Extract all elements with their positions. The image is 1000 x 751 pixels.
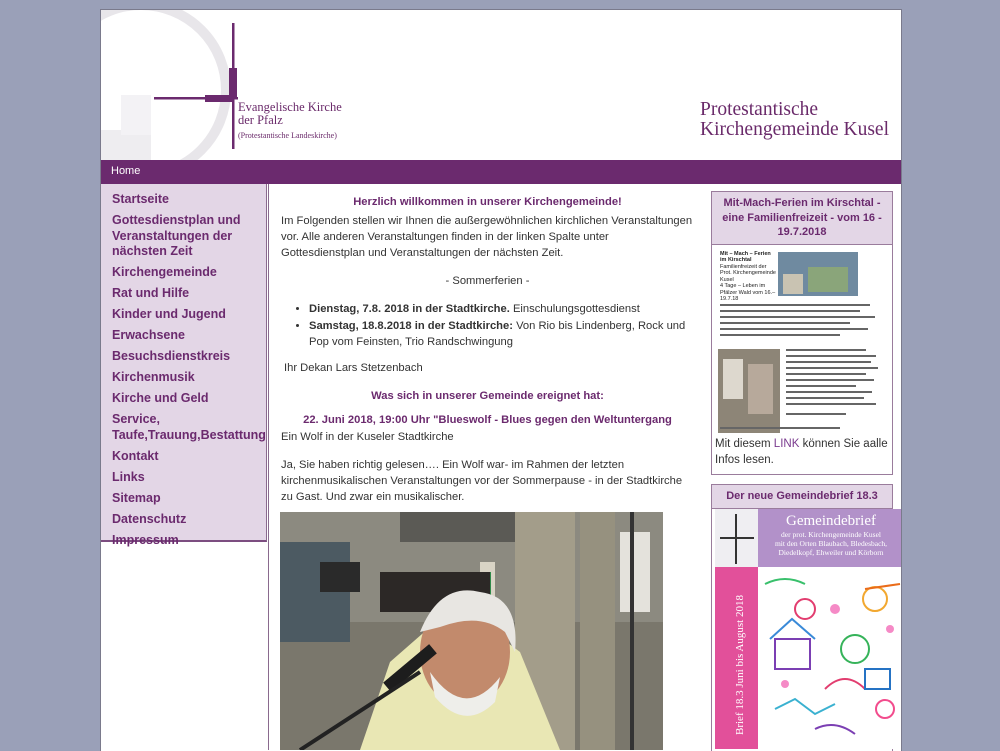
right-column bbox=[711, 191, 893, 751]
cover-line-2: mit den Orten Blaubach, Bledesbach, bbox=[774, 539, 888, 548]
cover-vertical-text: Brief 18.3 Juni bis August 2018 bbox=[734, 595, 746, 735]
cover-line-1: der prot. Kirchengemeinde Kusel bbox=[781, 530, 881, 539]
nav-home-link[interactable]: Home bbox=[111, 165, 141, 177]
flyer-title bbox=[720, 251, 776, 303]
ferien-box-text bbox=[712, 433, 892, 468]
gemeindebrief-box-title: Der neue Gemeindebrief 18.3 bbox=[712, 485, 892, 509]
event-text: Ja, Sie haben richtig gelesen…. Ein Wolf war- im Rahmen der letzten kirchenmusikalischen Veranstaltungen vor der Sommerpause - in der Stadtkirche zu Gast. Und zwar ein musikalischer. bbox=[281, 459, 683, 503]
event-item bbox=[309, 301, 694, 317]
cover-title: Gemeindebrief bbox=[786, 513, 876, 529]
ekp-line-1: Evangelische Kirche bbox=[238, 100, 342, 114]
sidebar-item-kinder-und-jugend[interactable]: Kinder und Jugend bbox=[112, 307, 226, 321]
sidebar-item-datenschutz[interactable]: Datenschutz bbox=[112, 511, 187, 526]
flyer-sub-text: Familienfreizeit der Prot. Kirchengemeinde Kusel bbox=[720, 263, 776, 283]
site-title bbox=[700, 100, 889, 140]
flyer-title-text: Mit – Mach – Ferien im Kirschtal bbox=[720, 250, 771, 263]
event-title: 22. Juni 2018, 19:00 Uhr "Blueswolf - Blues gegen den Weltuntergang bbox=[303, 414, 672, 426]
sidebar-item-links[interactable]: Links bbox=[112, 469, 145, 484]
gemeindebrief-cover[interactable] bbox=[715, 509, 902, 749]
main-content bbox=[268, 184, 704, 750]
page-container bbox=[100, 9, 902, 751]
ferien-box bbox=[711, 191, 893, 475]
summer-heading: - Sommerferien - bbox=[445, 275, 530, 287]
sidebar-item-impressum[interactable]: Impressum bbox=[112, 532, 179, 547]
event-desc: Von Rio bis Lindenberg, Rock und Pop vom Feinsten, Trio Randschwingung bbox=[309, 320, 686, 348]
flyer-dates-text: 4 Tage – Leben im Pfälzer Wald vom 16.–19.7.18 bbox=[720, 283, 776, 302]
sidebar-item-erwachsene[interactable]: Erwachsene bbox=[112, 328, 185, 342]
sidebar-item-service[interactable]: Service, Taufe,Trauung,Bestattung bbox=[112, 412, 266, 442]
gemeindebrief-box bbox=[711, 484, 893, 751]
section-title: Was sich in unserer Gemeinde ereignet hat: bbox=[371, 390, 604, 402]
ekp-line-2: der Pfalz bbox=[238, 113, 283, 127]
top-nav-bar bbox=[101, 160, 901, 184]
sidebar bbox=[101, 184, 268, 750]
site-title-line-2: Kirchengemeinde Kusel bbox=[700, 119, 889, 140]
event-list bbox=[281, 301, 694, 350]
sidebar-item-gottesdienstplan[interactable]: Gottesdienstplan und Veranstaltungen der nächsten Zeit bbox=[112, 213, 241, 258]
site-header bbox=[101, 10, 901, 160]
ferien-flyer-image[interactable] bbox=[718, 249, 886, 433]
sidebar-item-rat-und-hilfe[interactable]: Rat und Hilfe bbox=[112, 286, 190, 300]
event-desc: Einschulungsgottesdienst bbox=[509, 303, 640, 315]
sidebar-item-kirchenmusik[interactable]: Kirchenmusik bbox=[112, 370, 195, 384]
ferien-box-title: Mit-Mach-Ferien im Kirschtal - eine Familienfreizeit - vom 16 - 19.7.2018 bbox=[712, 192, 892, 245]
event-item bbox=[309, 318, 694, 350]
sidebar-item-startseite[interactable]: Startseite bbox=[112, 192, 169, 206]
sidebar-item-besuchsdienstkreis[interactable]: Besuchsdienstkreis bbox=[112, 349, 231, 363]
ferien-text-after: können Sie aalle Infos lesen. bbox=[715, 437, 888, 466]
welcome-title: Herzlich willkommen in unserer Kirchengemeinde! bbox=[353, 196, 622, 208]
blueswolf-photo bbox=[280, 512, 663, 750]
cover-text bbox=[761, 512, 901, 557]
sidebar-item-kirchengemeinde[interactable]: Kirchengemeinde bbox=[112, 265, 217, 279]
signature: Ihr Dekan Lars Stetzenbach bbox=[284, 362, 423, 374]
cover-line-3: Diedelkopf, Ehweiler und Körborn bbox=[778, 548, 884, 557]
site-title-line-1: Protestantische bbox=[700, 99, 819, 120]
event-subtitle: Ein Wolf in der Kuseler Stadtkirche bbox=[281, 431, 454, 443]
event-date: Samstag, 18.8.2018 in der Stadtkirche: bbox=[309, 320, 513, 332]
sidebar-item-kirche-und-geld[interactable]: Kirche und Geld bbox=[112, 391, 209, 405]
intro-text: Im Folgenden stellen wir Ihnen die außergewöhnlichen kirchlichen Veranstaltungen vor. Alle anderen Veranstaltungen finden in der linken Spalte unter Gottesdienstplan und Veranstaltungen der nächsten Zeit. bbox=[281, 215, 693, 259]
ferien-link[interactable]: LINK bbox=[773, 437, 800, 450]
event-date: Dienstag, 7.8. 2018 in der Stadtkirche. bbox=[309, 303, 510, 315]
ekp-logo-text bbox=[238, 101, 342, 142]
sidebar-item-sitemap[interactable]: Sitemap bbox=[112, 490, 161, 505]
ferien-text-before: Mit diesem bbox=[715, 437, 774, 450]
sidebar-item-kontakt[interactable]: Kontakt bbox=[112, 448, 159, 463]
ekp-line-3: (Protestantische Landeskirche) bbox=[238, 131, 337, 140]
sidebar-menu bbox=[101, 184, 267, 547]
